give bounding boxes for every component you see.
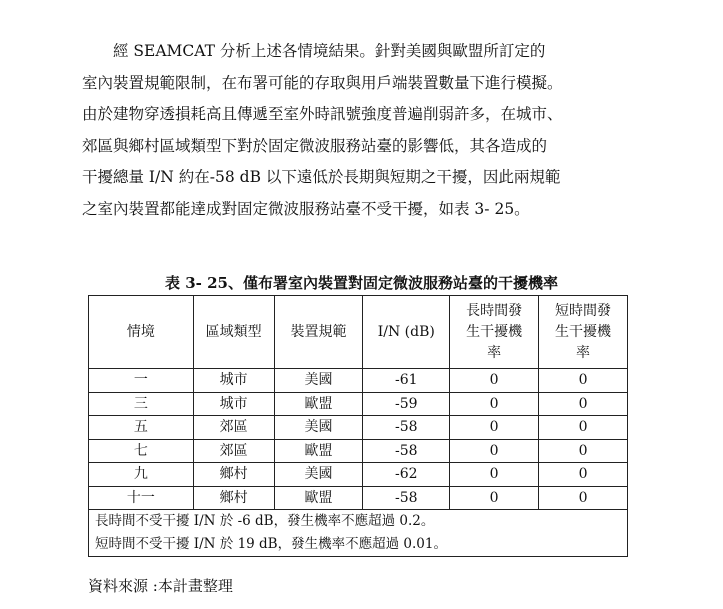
cell-in-db: -58 bbox=[363, 439, 450, 463]
header-device-spec: 裝置規範 bbox=[274, 296, 363, 369]
body-paragraph bbox=[82, 36, 634, 225]
table-notes-row bbox=[89, 510, 628, 557]
interference-table bbox=[88, 295, 628, 557]
cell-long-term-prob: 0 bbox=[450, 463, 539, 487]
paragraph-line: 郊區與鄉村區域類型下對於固定微波服務站臺的影響低，其各造成的 bbox=[82, 136, 548, 155]
cell-long-term-prob: 0 bbox=[450, 392, 539, 416]
table-header-row bbox=[89, 296, 628, 369]
cell-area-type: 郊區 bbox=[193, 416, 274, 440]
cell-long-term-prob: 0 bbox=[450, 416, 539, 440]
cell-scenario: 七 bbox=[89, 439, 194, 463]
cell-scenario: 九 bbox=[89, 463, 194, 487]
cell-scenario: 五 bbox=[89, 416, 194, 440]
cell-area-type: 城市 bbox=[193, 392, 274, 416]
cell-in-db: -62 bbox=[363, 463, 450, 487]
paragraph-line: 經 SEAMCAT 分析上述各情境結果。針對美國與歐盟所訂定的 bbox=[113, 42, 546, 60]
cell-in-db: -58 bbox=[363, 416, 450, 440]
cell-in-db: -59 bbox=[363, 392, 450, 416]
header-area-type: 區域類型 bbox=[193, 296, 274, 369]
cell-short-term-prob: 0 bbox=[539, 369, 628, 393]
cell-scenario: 一 bbox=[89, 369, 194, 393]
cell-in-db: -61 bbox=[363, 369, 450, 393]
cell-device-spec: 美國 bbox=[274, 369, 363, 393]
cell-scenario: 十一 bbox=[89, 486, 194, 510]
paragraph-line: 室內裝置規範限制，在布署可能的存取與用戶端裝置數量下進行模擬。 bbox=[82, 73, 563, 92]
cell-area-type: 鄉村 bbox=[193, 463, 274, 487]
header-long-term-prob: 長時間發生干擾機率 bbox=[450, 296, 539, 369]
table-row bbox=[89, 486, 628, 510]
cell-long-term-prob: 0 bbox=[450, 439, 539, 463]
header-short-term-prob: 短時間發生干擾機率 bbox=[539, 296, 628, 369]
cell-short-term-prob: 0 bbox=[539, 416, 628, 440]
paragraph-line: 由於建物穿透損耗高且傳遞至室外時訊號強度普遍削弱許多，在城市、 bbox=[82, 105, 563, 123]
cell-device-spec: 歐盟 bbox=[274, 392, 363, 416]
table-row bbox=[89, 369, 628, 393]
cell-long-term-prob: 0 bbox=[450, 369, 539, 393]
cell-device-spec: 美國 bbox=[274, 463, 363, 487]
cell-short-term-prob: 0 bbox=[539, 439, 628, 463]
source-note: 資料來源 :本計畫整理 bbox=[88, 577, 233, 595]
header-in-db: I/N (dB) bbox=[363, 296, 450, 369]
cell-device-spec: 美國 bbox=[274, 416, 363, 440]
cell-short-term-prob: 0 bbox=[539, 392, 628, 416]
cell-area-type: 鄉村 bbox=[193, 486, 274, 510]
cell-device-spec: 歐盟 bbox=[274, 486, 363, 510]
table-row bbox=[89, 463, 628, 487]
cell-short-term-prob: 0 bbox=[539, 486, 628, 510]
cell-scenario: 三 bbox=[89, 392, 194, 416]
table-row bbox=[89, 439, 628, 463]
cell-short-term-prob: 0 bbox=[539, 463, 628, 487]
cell-device-spec: 歐盟 bbox=[274, 439, 363, 463]
paragraph-line: 干擾總量 I/N 約在-58 dB 以下遠低於長期與短期之干擾，因此兩規範 bbox=[82, 168, 561, 186]
table-row bbox=[89, 392, 628, 416]
note-long-term: 長時間不受干擾 I/N 於 -6 dB，發生機率不應超過 0.2。 bbox=[95, 513, 435, 529]
cell-area-type: 郊區 bbox=[193, 439, 274, 463]
paragraph-line: 之室內裝置都能達成對固定微波服務站臺不受干擾，如表 3- 25。 bbox=[82, 199, 530, 218]
note-short-term: 短時間不受干擾 I/N 於 19 dB，發生機率不應超過 0.01。 bbox=[95, 536, 447, 552]
table-notes bbox=[89, 510, 628, 557]
cell-in-db: -58 bbox=[363, 486, 450, 510]
cell-long-term-prob: 0 bbox=[450, 486, 539, 510]
header-scenario: 情境 bbox=[89, 296, 194, 369]
cell-area-type: 城市 bbox=[193, 369, 274, 393]
table-caption: 表 3- 25、僅布署室內裝置對固定微波服務站臺的干擾機率 bbox=[165, 274, 558, 292]
table-row bbox=[89, 416, 628, 440]
